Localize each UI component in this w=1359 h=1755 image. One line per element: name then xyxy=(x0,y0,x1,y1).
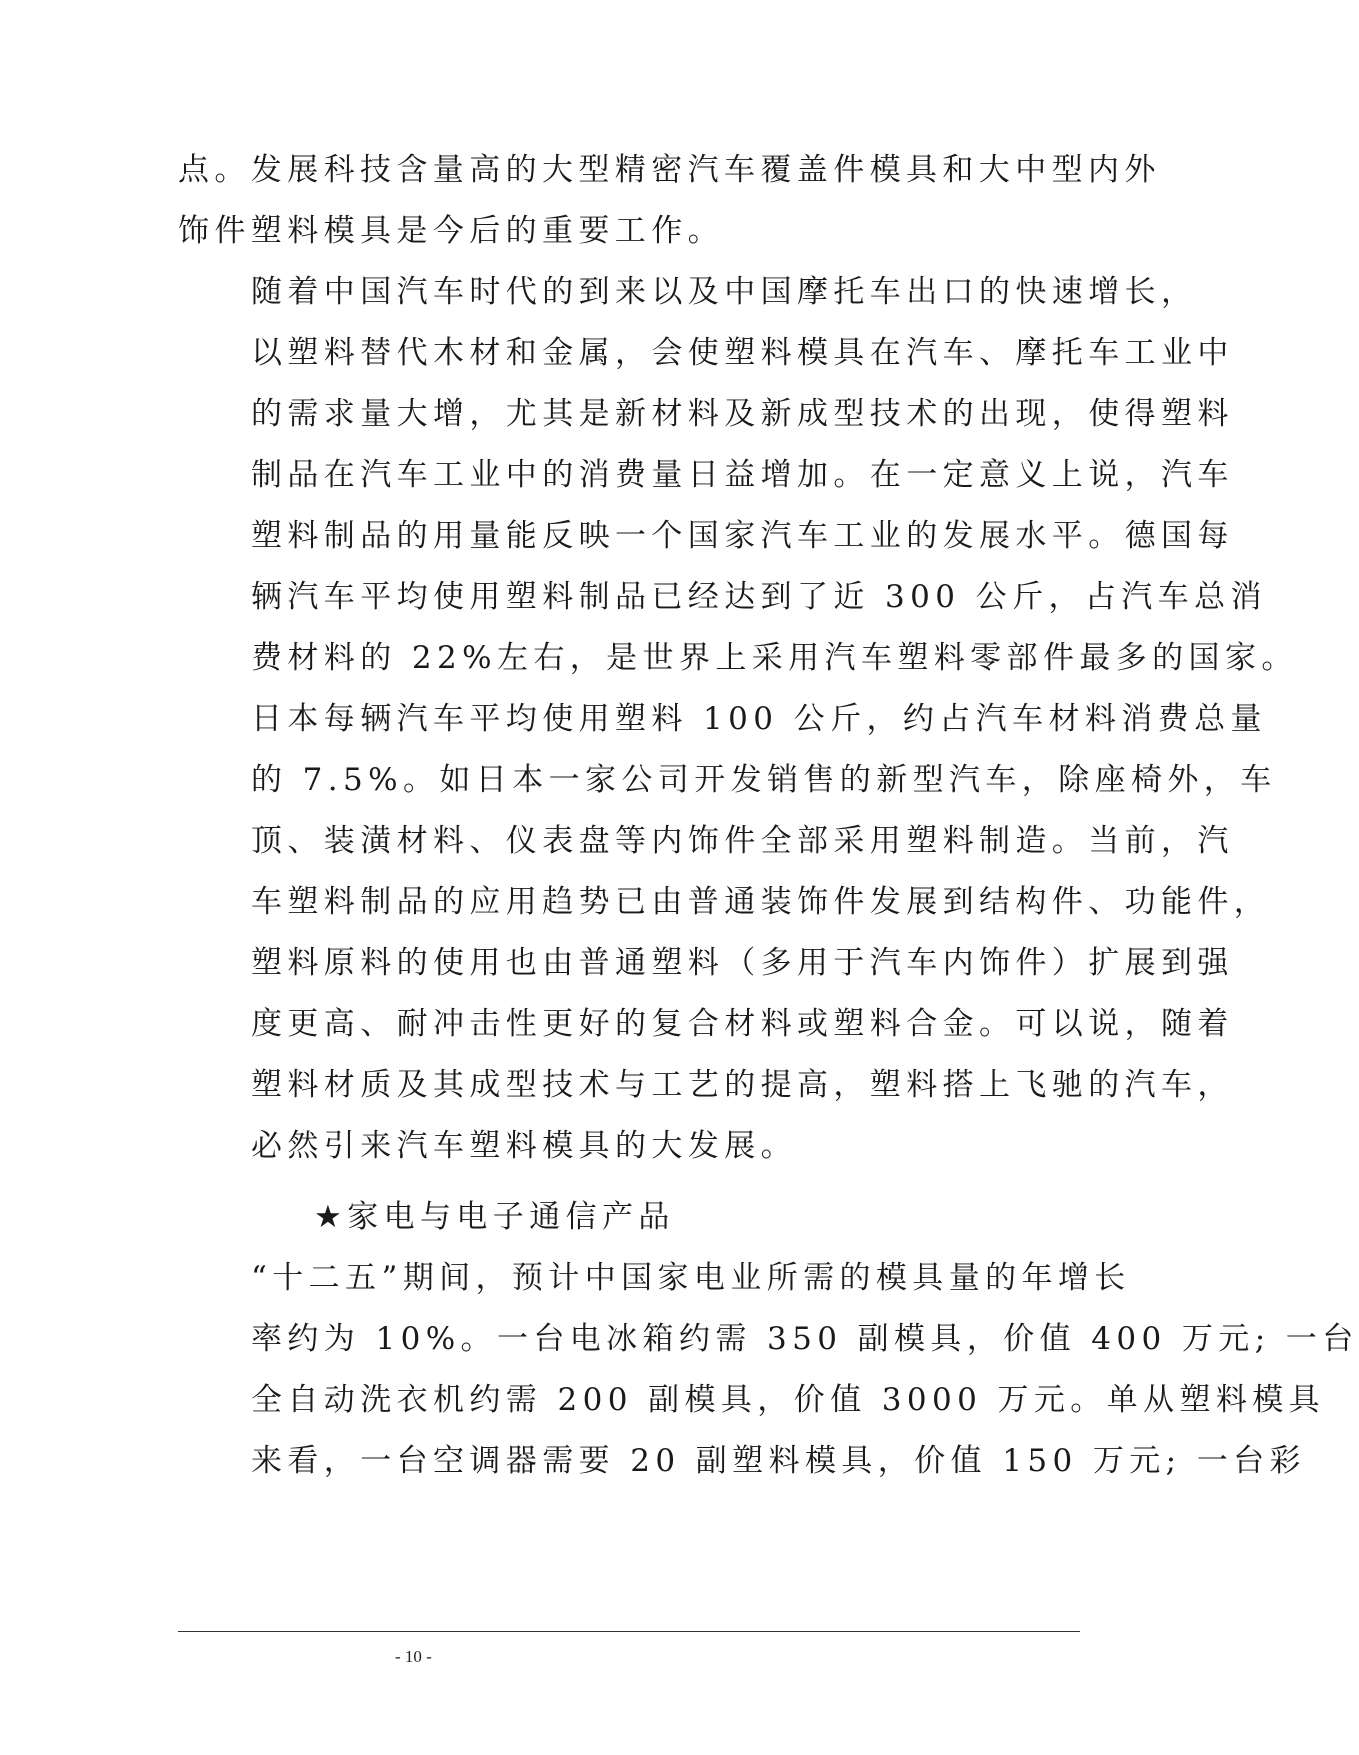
text-line: 度更高、耐冲击性更好的复合材料或塑料合金。可以说，随着 xyxy=(251,1006,1234,1042)
section-heading-text: 家电与电子通信产品 xyxy=(347,1199,675,1235)
text-line: 塑料材质及其成型技术与工艺的提高，塑料搭上飞驰的汽车， xyxy=(251,1067,1234,1103)
text-line: 日本每辆汽车平均使用塑料 100 公斤，约占汽车材料消费总量 xyxy=(251,701,1267,737)
text-line: 全自动洗衣机约需 200 副模具，价值 3000 万元。单从塑料模具 xyxy=(251,1382,1326,1418)
page-body xyxy=(178,140,1359,1492)
text-line: 塑料制品的用量能反映一个国家汽车工业的发展水平。德国每 xyxy=(251,518,1234,554)
text-line: 必然引来汽车塑料模具的大发展。 xyxy=(251,1128,797,1164)
text-line: 饰件塑料模具是今后的重要工作。 xyxy=(178,213,724,249)
text-line: 点。发展科技含量高的大型精密汽车覆盖件模具和大中型内外 xyxy=(178,152,1161,188)
text-line: “十二五”期间，预计中国家电业所需的模具量的年增长 xyxy=(251,1260,1131,1296)
text-line: 制品在汽车工业中的消费量日益增加。在一定意义上说，汽车 xyxy=(251,457,1234,493)
text-line: 的需求量大增，尤其是新材料及新成型技术的出现，使得塑料 xyxy=(251,396,1234,432)
text-line: 以塑料替代木材和金属，会使塑料模具在汽车、摩托车工业中 xyxy=(251,335,1234,371)
text-line: 顶、装潢材料、仪表盘等内饰件全部采用塑料制造。当前，汽 xyxy=(251,823,1234,859)
text-line: 塑料原料的使用也由普通塑料（多用于汽车内饰件）扩展到强 xyxy=(251,945,1234,981)
page-number: - 10 - xyxy=(395,1647,432,1666)
section-heading xyxy=(178,1187,1078,1248)
text-line: 费材料的 22%左右，是世界上采用汽车塑料零部件最多的国家。 xyxy=(251,640,1298,676)
paragraph-intro xyxy=(178,140,1161,262)
text-line: 的 7.5%。如日本一家公司开发销售的新型汽车，除座椅外，车 xyxy=(251,762,1277,798)
text-line: 来看，一台空调器需要 20 副塑料模具，价值 150 万元; 一台彩 xyxy=(251,1443,1306,1479)
text-line: 率约为 10%。一台电冰箱约需 350 副模具，价值 400 万元; 一台 xyxy=(251,1321,1359,1357)
paragraph-appliances xyxy=(178,1248,1359,1492)
footer-divider xyxy=(178,1631,1080,1632)
text-line: 辆汽车平均使用塑料制品已经达到了近 300 公斤，占汽车总消 xyxy=(251,579,1267,615)
text-line: 车塑料制品的应用趋势已由普通装饰件发展到结构件、功能件， xyxy=(251,884,1271,920)
paragraph-automotive xyxy=(178,262,1298,1177)
star-icon: ★ xyxy=(314,1199,348,1235)
text-line: 随着中国汽车时代的到来以及中国摩托车出口的快速增长， xyxy=(251,274,1198,310)
